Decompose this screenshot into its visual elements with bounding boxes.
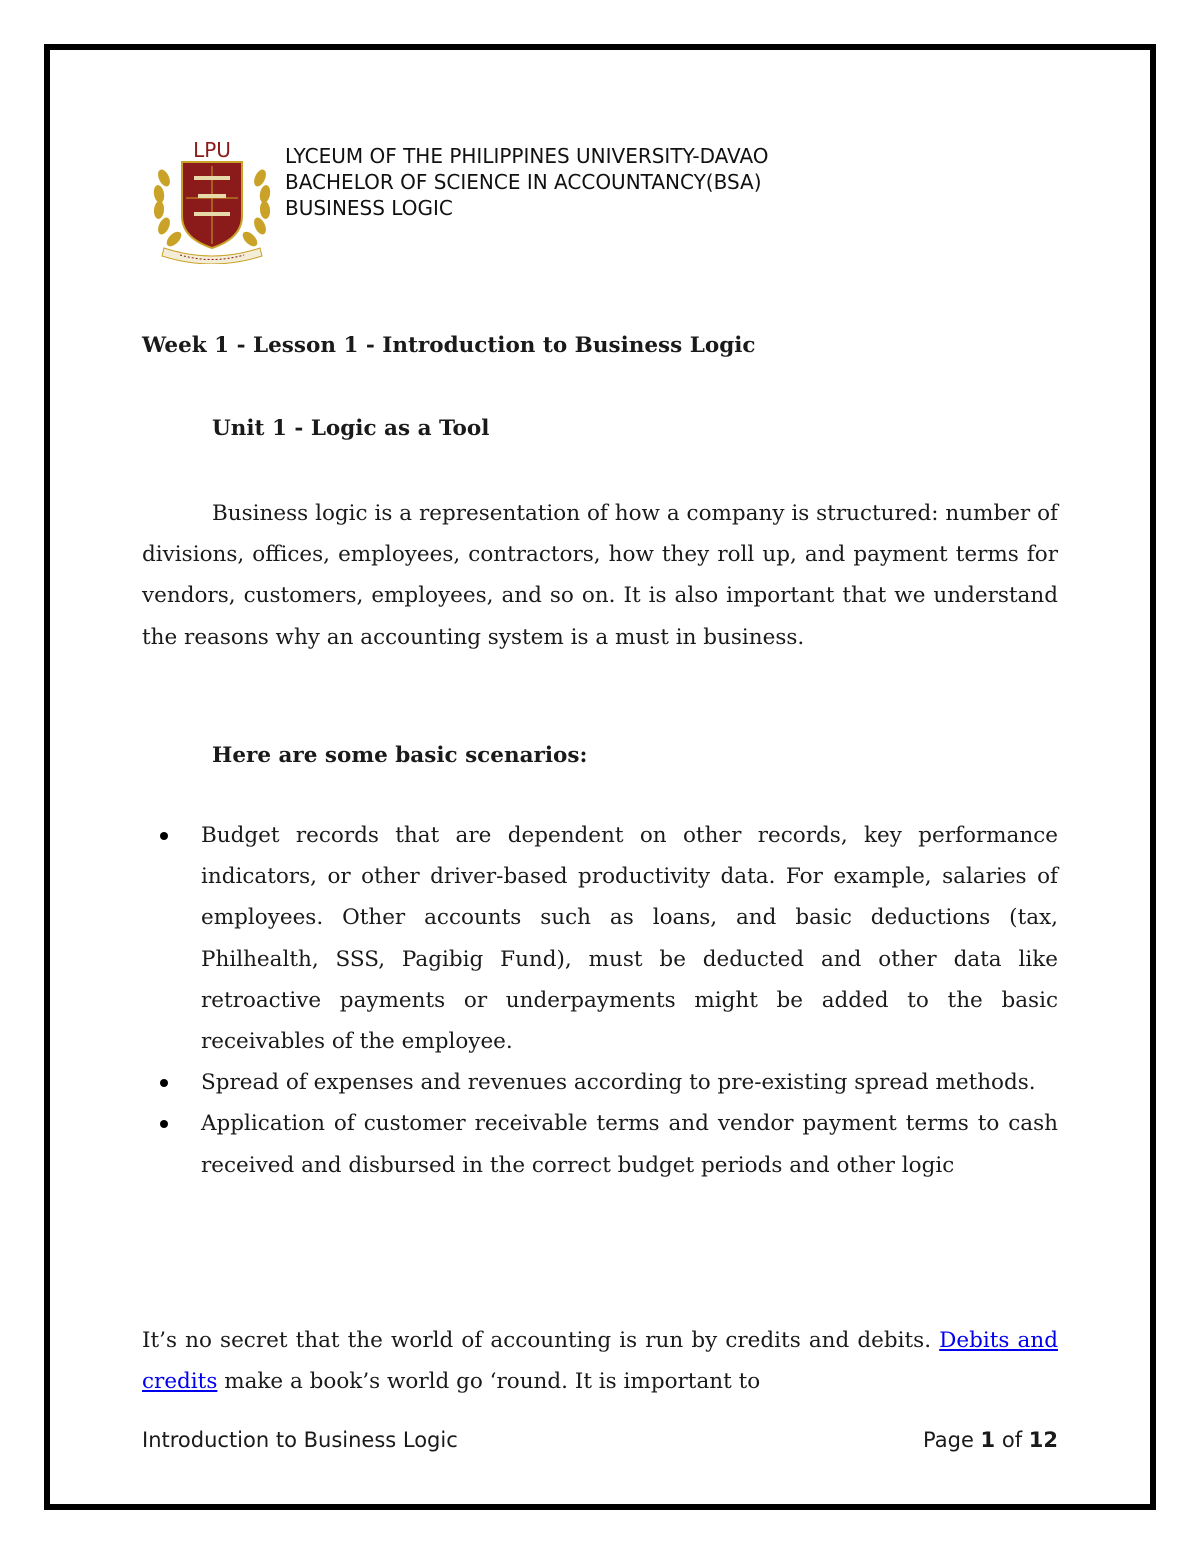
scenario-text: Spread of expenses and revenues according to pre-existing spread methods. [201,1070,1036,1096]
lesson-title: Week 1 - Lesson 1 - Introduction to Business Logic [142,333,756,358]
list-item [160,1062,1058,1103]
footer-document-title: Introduction to Business Logic [142,1428,458,1452]
closing-text-end: make a book’s world go ‘round. It is important to [217,1369,761,1395]
scenario-text: Application of customer receivable terms and vendor payment terms to cash received and disbursed in the correct budget periods and other logic [201,1111,1058,1178]
intro-paragraph-text: Business logic is a representation of how a company is structured: number of divisions, offices, employees, contractors, how they roll up, and payment terms for vendors, customers, employees, and so on. It is also important that we understand the reasons why an accounting system is a must in business. [142,501,1058,650]
scenario-list [160,815,1058,1186]
footer-of-word: of [995,1428,1029,1452]
footer-current-page: 1 [980,1428,996,1452]
seal-lettering: LPU [193,138,231,162]
debits-and-credits-link[interactable]: Debits and credits [142,1328,1058,1395]
list-item [160,815,1058,1062]
closing-paragraph [142,1320,1058,1402]
institution-header [285,143,769,221]
footer-total-pages: 12 [1028,1428,1058,1452]
footer-page-number [923,1428,1058,1452]
header-university-name: LYCEUM OF THE PHILIPPINES UNIVERSITY-DAVAO [285,144,769,168]
scenario-text: Budget records that are dependent on other records, key performance indicators, or other driver-based productivity data. For example, salaries of employees. Other accounts such as loans, and basic deductions (tax, Philhealth, SSS, Pagibig Fund), must be deducted and other data like retroactive payments or underpayments might be added to the basic receivables of the employee. [201,823,1058,1055]
closing-text-start: It’s no secret that the world of accounting is run by credits and debits. [142,1328,940,1353]
list-item [160,1103,1058,1185]
unit-title: Unit 1 - Logic as a Tool [212,416,490,441]
header-program-name: BACHELOR OF SCIENCE IN ACCOUNTANCY(BSA) [285,170,762,194]
header-course-name: BUSINESS LOGIC [285,196,453,220]
bullet-icon [160,832,168,840]
bullet-icon [160,1120,168,1128]
university-seal-logo [150,138,274,264]
intro-paragraph [142,493,1058,658]
footer-page-word: Page [923,1428,981,1452]
bullet-icon [160,1079,168,1087]
scenarios-heading: Here are some basic scenarios: [212,743,588,768]
